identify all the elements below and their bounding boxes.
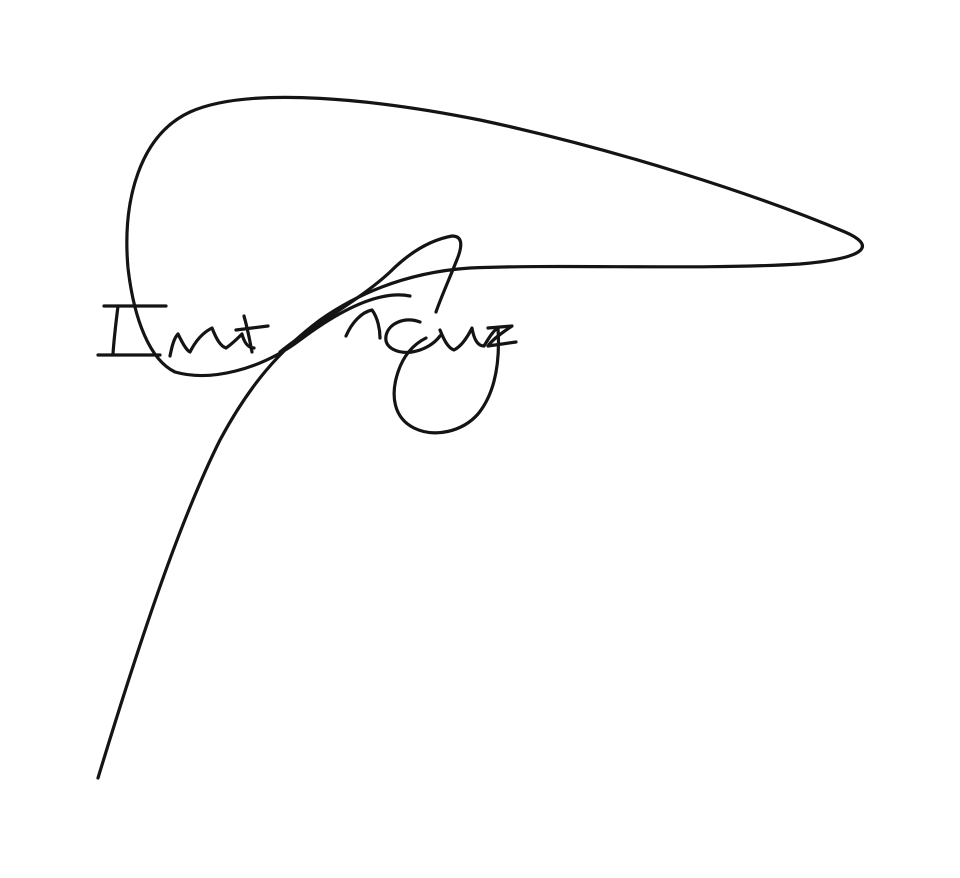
large-flourish-loop <box>98 97 862 778</box>
surname-r <box>346 310 380 338</box>
signature-strokes <box>98 97 862 778</box>
initial-stem <box>113 306 118 354</box>
letters-group-1 <box>170 328 254 356</box>
letter-t-cross <box>236 326 268 330</box>
surname-u-and-descender <box>394 328 498 433</box>
